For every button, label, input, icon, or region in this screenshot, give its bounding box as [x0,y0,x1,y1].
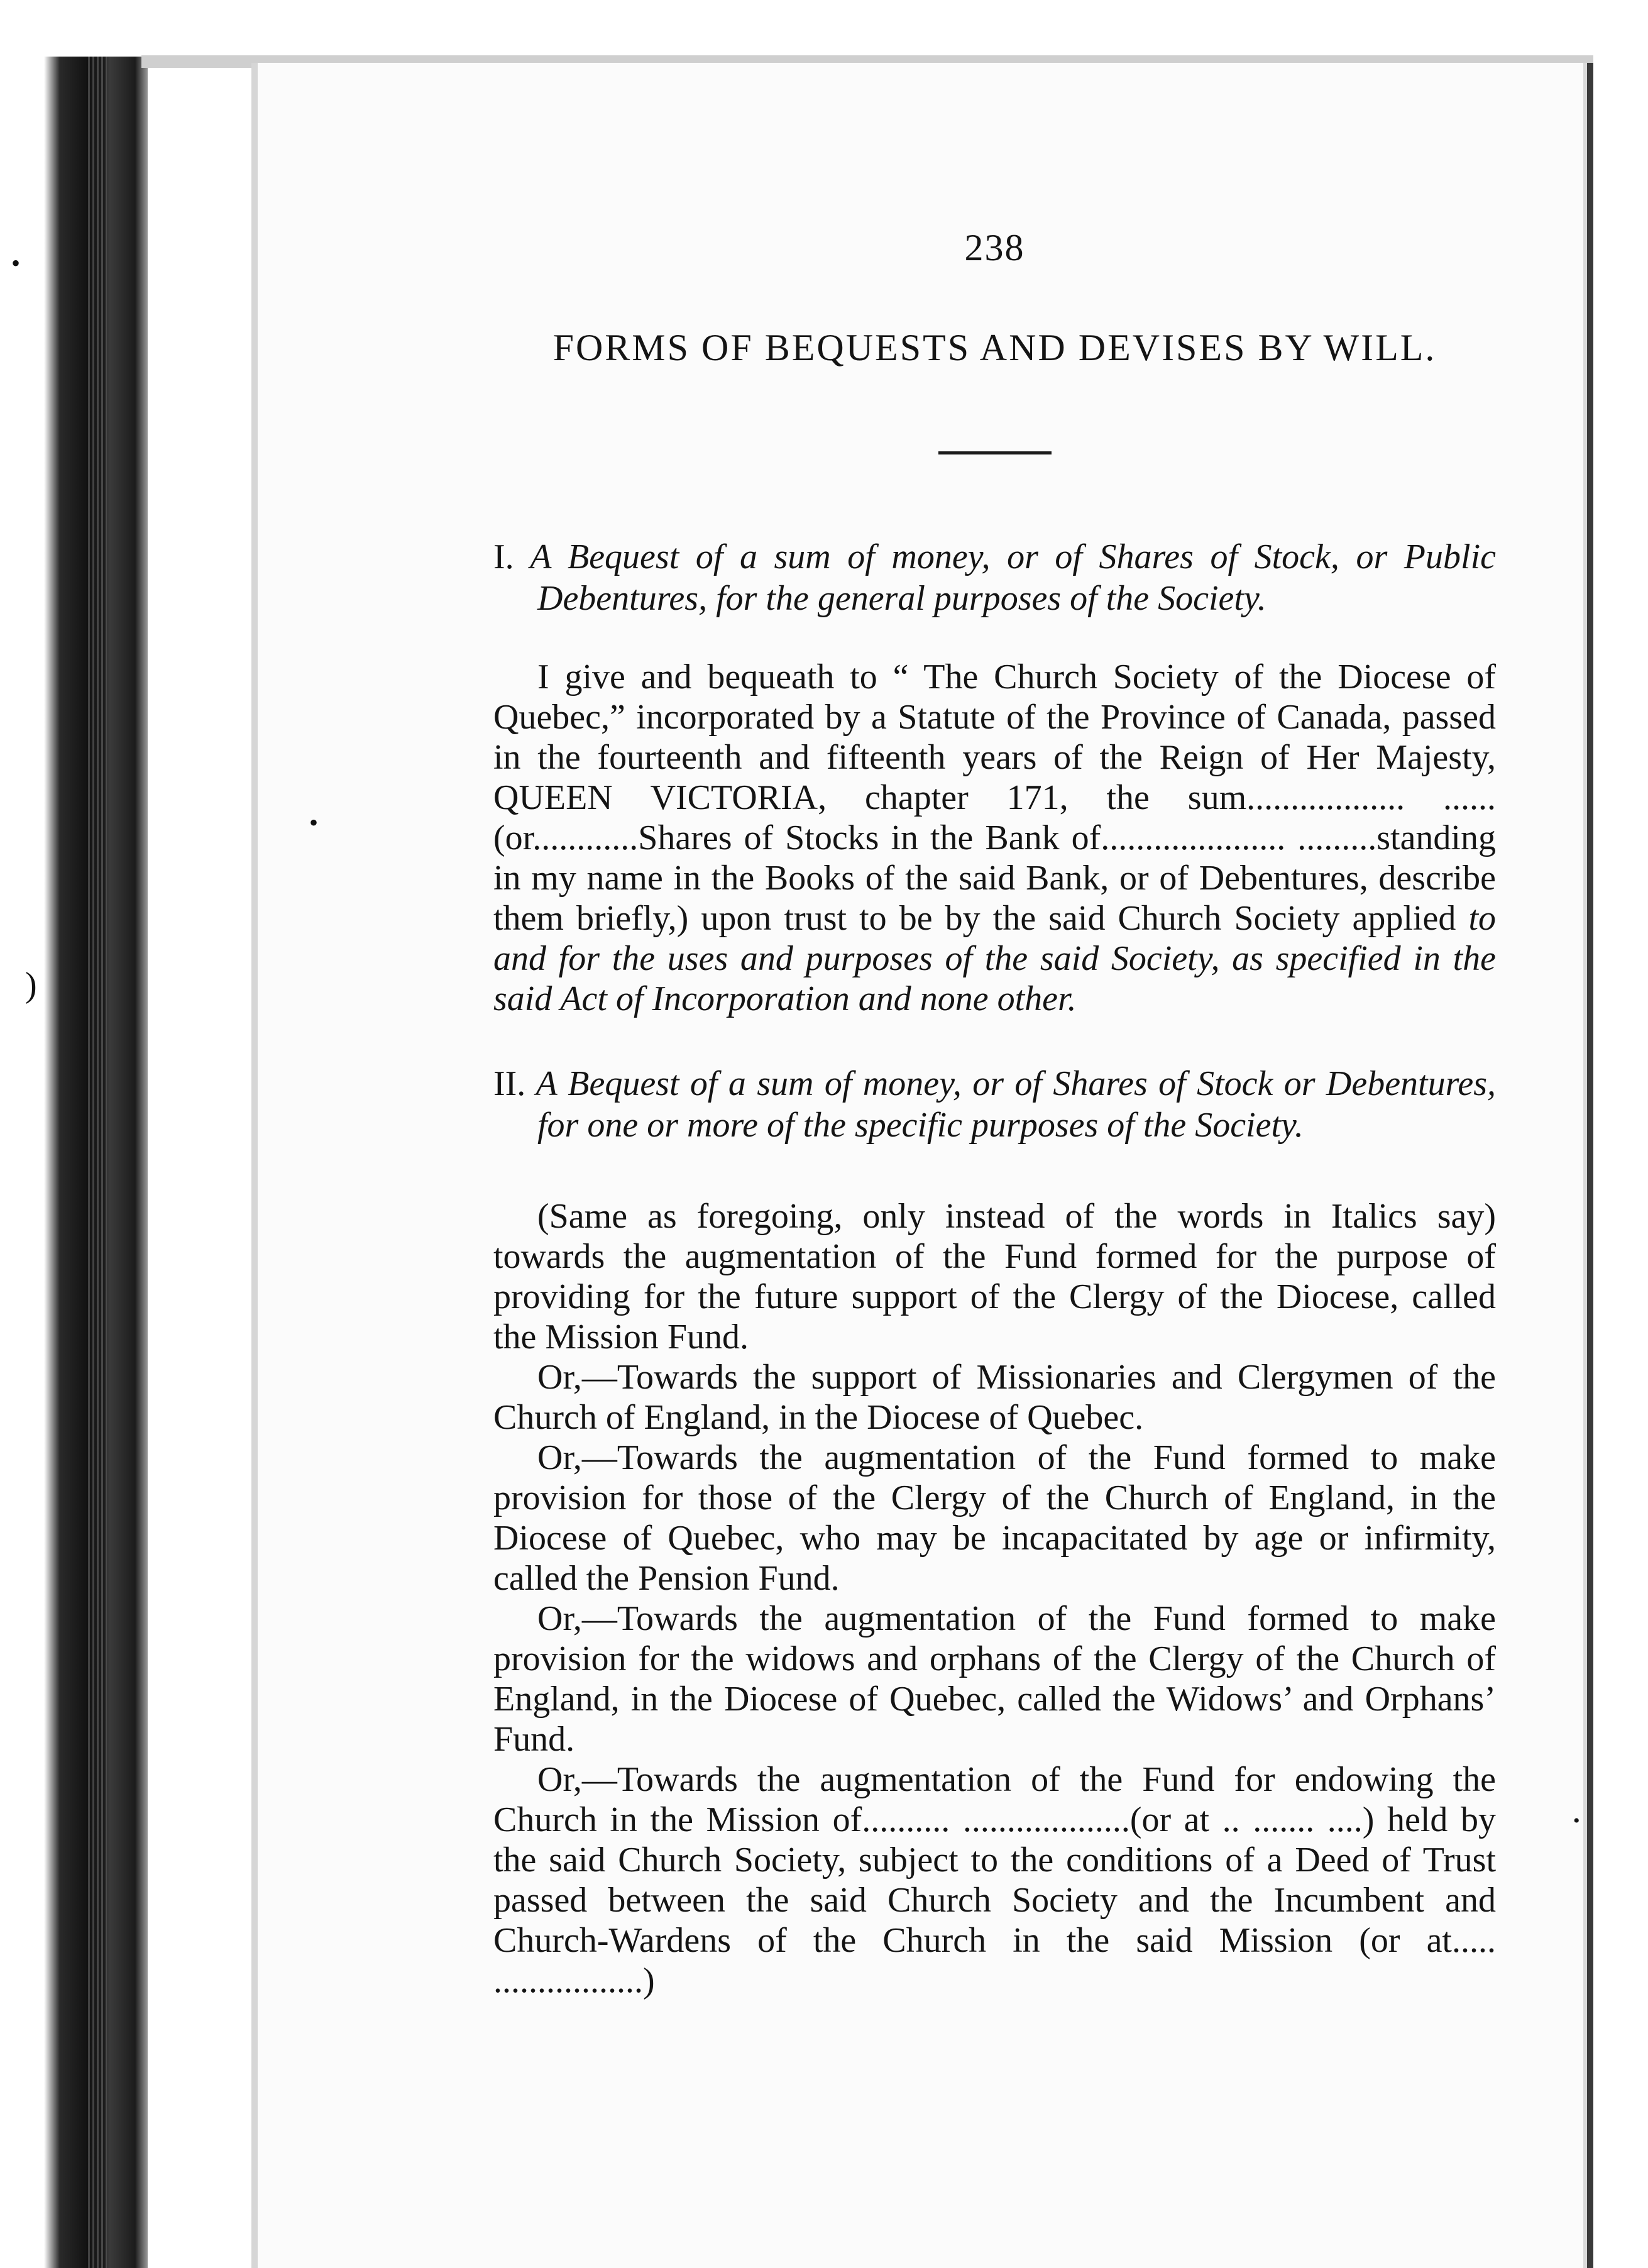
section-1-title [493,536,1496,619]
section-1-paragraph-text: I give and bequeath to “ The Church Society of the Diocese of Quebec,” incorporated by a Statute of the Province of Canada, passed in the fourteenth and fifteenth years of the Reign of Her Majesty, QUEEN VICTORIA, chapter 171, the sum.................. ...... (or............Shares of Stocks in the Bank of..................... .........standing in my name in the Books of the said Bank, or of Debentures, describe them briefly,) upon trust to be by the said Church Society applied [493,658,1496,938]
page-content [493,226,1496,2001]
book-spine-texture [88,57,107,2268]
section-1-numeral: I. [493,537,514,576]
section-1-paragraph [493,657,1496,1019]
scan-speck-mark-right: • [1573,1810,1580,1831]
section-2-paragraph: (Same as foregoing, only instead of the words in Italics say) towards the augmentation of the Fund formed for the purpose of providing for the future support of the Clergy of the Diocese, called the Mission Fund. [493,1197,1496,1357]
page-number: 238 [964,227,1025,268]
scan-speck-mark: • [11,249,21,277]
section-2-title [493,1063,1496,1146]
section-2-paragraph: Or,—Towards the augmentation of the Fund for endowing the Church in the Mission of.......... ...................(or at .. ....... ....) held by the said Church Society, subject to the conditions of a Deed of Trust passed between the said Church Society and the Incumbent and Church-Wardens of the Church in the said Mission (or at..... .................) [493,1760,1496,2000]
page-right-edge [1587,63,1593,2268]
section-2-title-text: A Bequest of a sum of money, or of Shares of Stock or Debentures, for one or more of the specific purposes of the Society. [536,1064,1496,1145]
section-2-paragraph: Or,—Towards the support of Missionaries and Clergymen of the Church of England, in the Diocese of Quebec. [493,1358,1496,1437]
heading-divider [938,451,1052,454]
page-heading: FORMS OF BEQUESTS AND DEVISES BY WILL. [552,327,1437,368]
section-1-title-text: A Bequest of a sum of money, or of Shares of Stock, or Public Debentures, for the general purposes of the Society. [530,537,1496,618]
margin-dot-mark: • [309,808,319,837]
section-2-paragraph: Or,—Towards the augmentation of the Fund formed to make provision for the widows and orphans of the Clergy of the Church of England, in the Diocese of Quebec, called the Widows’ and Orphans’ Fund. [493,1599,1496,1759]
section-2-numeral: II. [493,1064,526,1103]
section-2-paragraph: Or,—Towards the augmentation of the Fund formed to make provision for those of the Clergy of the Church of England, in the Diocese of Quebec, who may be incapacitated by age or infirmity, called the Pension Fund. [493,1438,1496,1598]
scan-bracket-mark: ) [25,966,37,1005]
section-1-paragraph-italic: to and for the uses and purposes of the said Society, as specified in the said Act of Incorporation and none other. [493,899,1496,1018]
book-spine-edge [0,57,148,2268]
